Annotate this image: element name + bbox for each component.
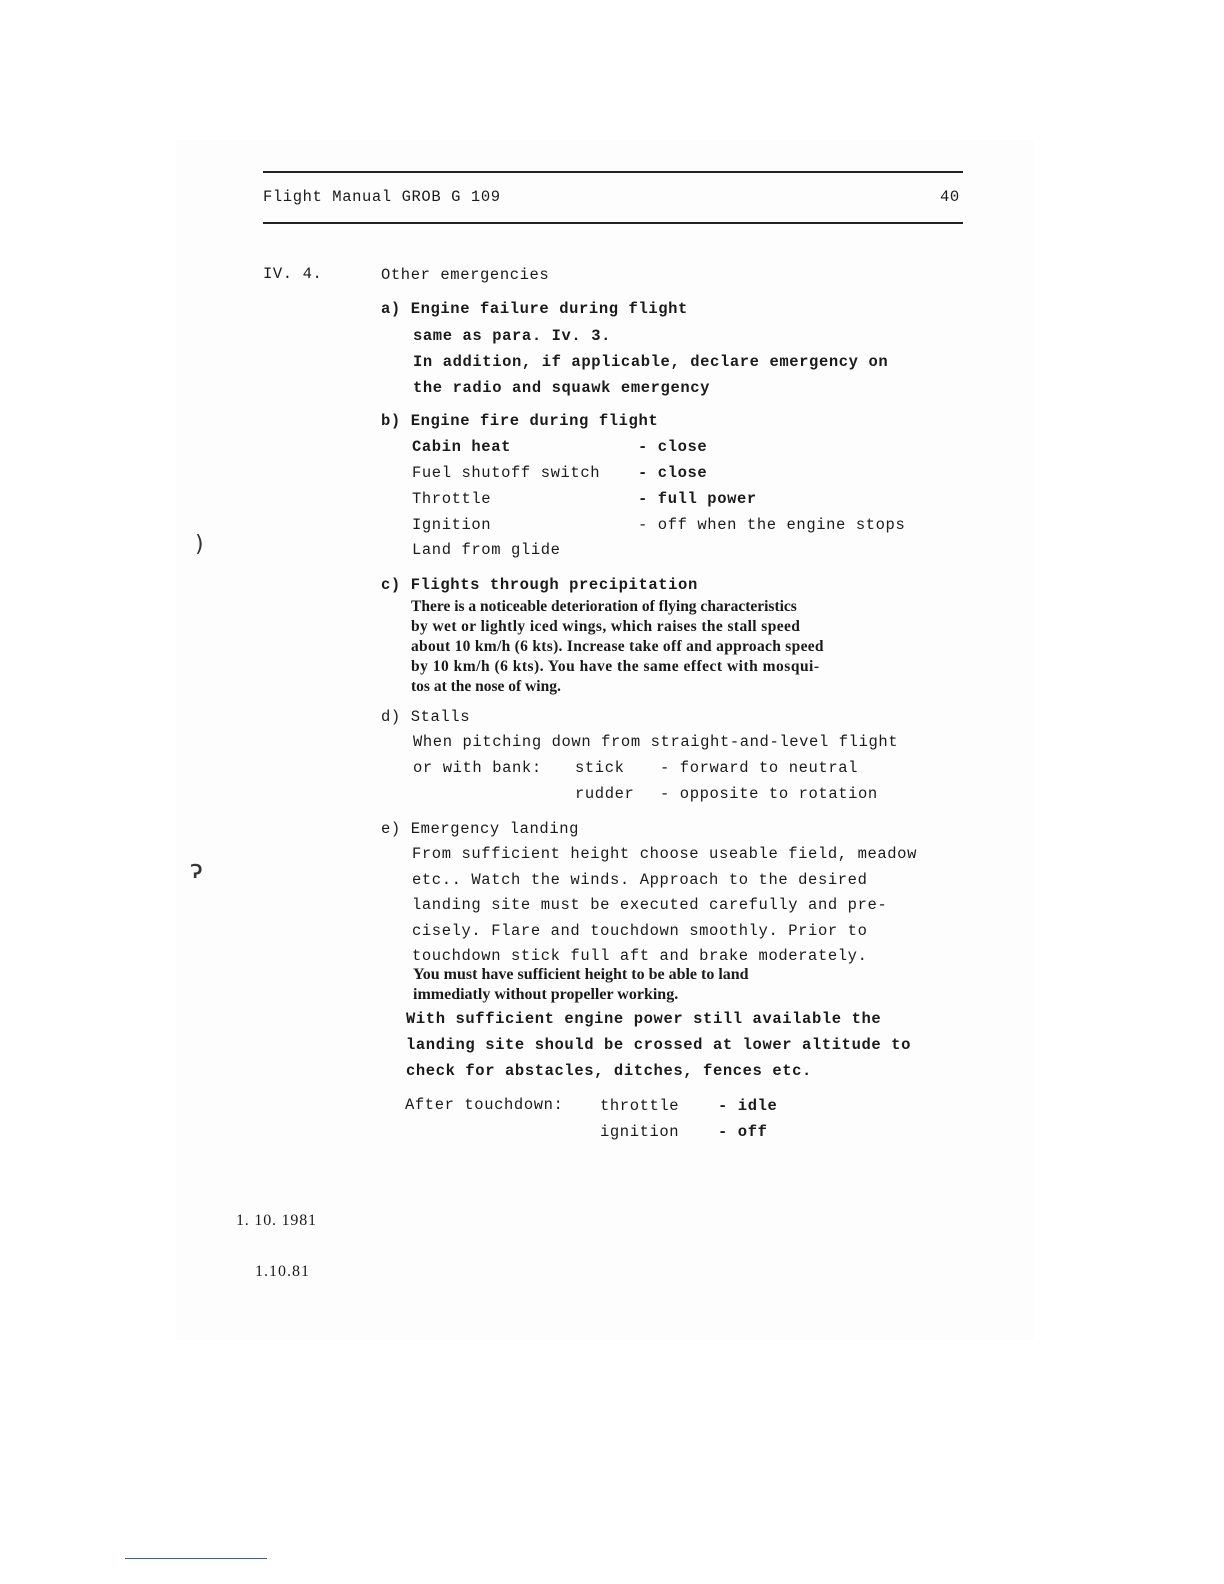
revision-date-short: 1.10.81 [255,1263,310,1280]
footer-link-underline [125,1558,267,1559]
para-c-line: There is a noticeable deterioration of flying characteristics [411,598,797,615]
para-e-line: landing site must be executed carefully and pre- [412,896,888,914]
stall-value: - opposite to rotation [660,785,878,803]
manual-title: Flight Manual GROB G 109 [263,188,501,206]
para-a-line: the radio and squawk emergency [413,379,711,397]
checklist-label: Ignition [412,516,492,534]
para-d-prefix: or with bank: [413,759,542,777]
binder-hole-mark: ɂ [190,855,203,885]
para-a-heading: a) Engine failure during flight [381,300,688,318]
para-e-line: check for abstacles, ditches, fences etc. [406,1062,812,1080]
para-d-line: When pitching down from straight-and-level flight [413,733,899,751]
stall-label: stick [575,759,625,777]
para-a-line: In addition, if applicable, declare emergency on [413,353,889,371]
para-e-line: immediatly without propeller working. [413,986,679,1003]
para-e-line: landing site should be crossed at lower altitude to [406,1036,911,1054]
checklist-label: Fuel shutoff switch [412,464,601,482]
after-touchdown-label: After touchdown: [405,1096,564,1114]
para-e-line: From sufficient height choose useable field, meadow [412,845,917,863]
after-touchdown-item: ignition [600,1123,680,1141]
para-e-line: With sufficient engine power still available the [406,1010,882,1028]
para-e-heading: e) Emergency landing [381,820,580,838]
binder-hole-mark: ) [195,532,204,557]
checklist-value: - off when the engine stops [638,516,906,534]
checklist-label: Cabin heat [412,438,512,456]
para-c-line: by 10 km/h (6 kts). You have the same effect with mosqui- [411,658,820,675]
stall-label: rudder [575,785,635,803]
para-b-footer: Land from glide [412,541,561,559]
section-number: IV. 4. [263,265,323,283]
checklist-value: - close [638,438,708,456]
para-e-line: etc.. Watch the winds. Approach to the desired [412,871,868,889]
revision-date: 1. 10. 1981 [236,1212,317,1229]
checklist-value: - full power [638,490,757,508]
para-d-heading: d) Stalls [381,708,471,726]
checklist-value: - close [638,464,708,482]
para-b-heading: b) Engine fire during flight [381,412,659,430]
para-a-line: same as para. Iv. 3. [413,327,612,345]
para-e-line: touchdown stick full aft and brake moderately. [412,947,868,965]
para-c-heading: c) Flights through precipitation [381,576,698,594]
header-top-rule [263,171,963,173]
stall-value: - forward to neutral [660,759,859,777]
section-title: Other emergencies [381,266,550,284]
para-e-line: cisely. Flare and touchdown smoothly. Prior to [412,922,868,940]
checklist-label: Throttle [412,490,492,508]
para-e-line: You must have sufficient height to be able to land [413,966,749,983]
header-bottom-rule [263,222,963,224]
after-touchdown-value: - off [718,1123,768,1141]
para-c-line: tos at the nose of wing. [411,678,561,695]
after-touchdown-value: - idle [718,1097,778,1115]
para-c-line: by wet or lightly iced wings, which raises the stall speed [411,618,801,635]
after-touchdown-item: throttle [600,1097,680,1115]
para-c-line: about 10 km/h (6 kts). Increase take off and approach speed [411,638,824,655]
page-number: 40 [940,188,960,206]
